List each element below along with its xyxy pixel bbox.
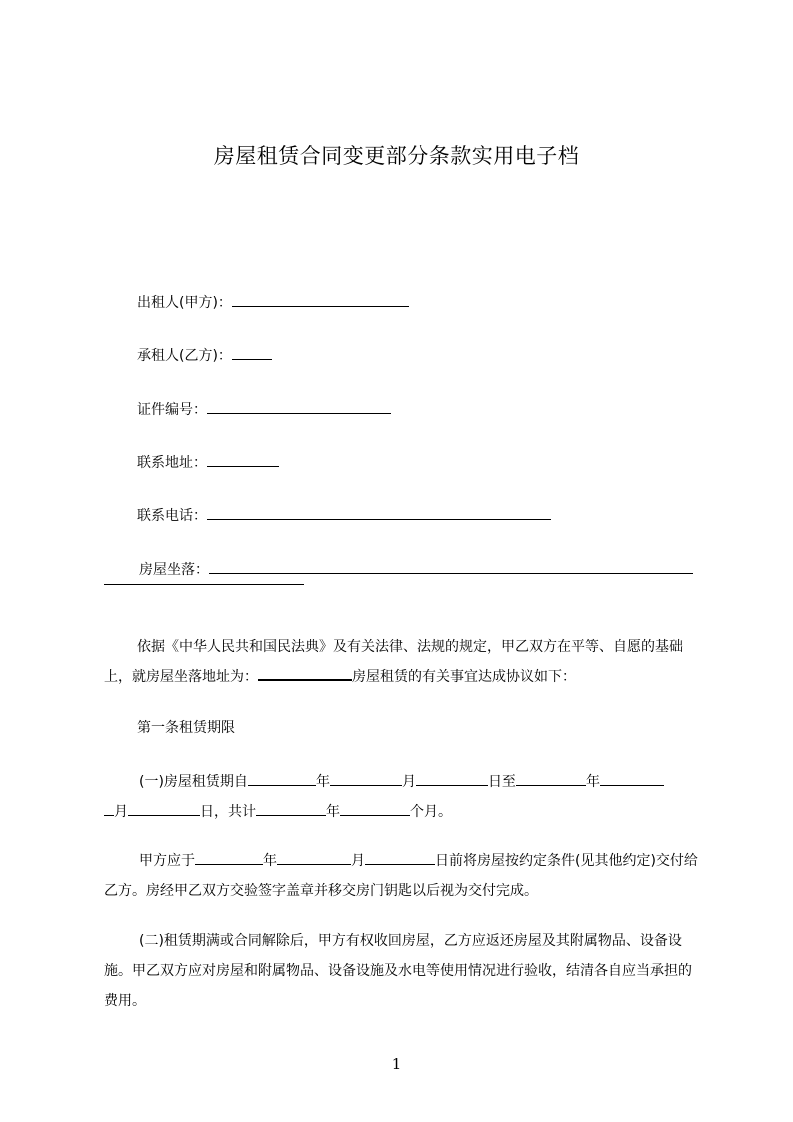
delivery-year-label: 年 (263, 853, 277, 869)
phone-label: 联系电话： (137, 508, 207, 524)
location-blank-continued (104, 584, 304, 585)
id-field (137, 399, 391, 420)
phone-blank (207, 505, 551, 520)
intro-text-before: 依据《中华人民共和国民法典》及有关法律、法规的规定，甲乙双方在平等、自愿的基础上，就房屋坐落地址为： (104, 639, 683, 685)
total-year-blank (256, 801, 326, 816)
clause2-text: (二)租赁期满或合同解除后，甲方有权收回房屋，乙方应返还房屋及其附属物品、设备设施。甲乙双方应对房屋和附属物品、设备设施及水电等使用情况进行验收，结清各自应当承担的费用。 (104, 933, 692, 1009)
total-month-blank (340, 801, 410, 816)
lessor-field (137, 292, 409, 313)
end-month-blank-a (600, 771, 664, 786)
start-month-blank (330, 771, 402, 786)
delivery-text-a: 甲方应于 (139, 853, 195, 869)
day-to-label: 日至 (487, 774, 516, 790)
location-blank (209, 559, 693, 574)
lessor-blank (232, 292, 409, 307)
location-label: 房屋坐落： (139, 562, 209, 578)
lease-period-start-text: (一)房屋租赁期自 (139, 774, 248, 790)
delivery-text-b: 日前将房屋按约定条件(见其他约定)交付给乙方。房经甲乙双方交验签字盖章并移交房门钥匙以后视为交付完成。 (104, 853, 698, 899)
phone-field (137, 505, 551, 526)
page-number: 1 (391, 1055, 402, 1073)
end-day-blank (128, 801, 200, 816)
months-total-text: 个月。 (410, 804, 452, 820)
clause2-paragraph (104, 926, 704, 1016)
total-text: 日，共计 (200, 804, 256, 820)
lessee-label: 承租人(乙方)： (137, 348, 232, 364)
delivery-year-blank (195, 850, 263, 865)
lessee-blank (232, 345, 272, 360)
lessor-label: 出租人(甲方)： (137, 295, 232, 311)
document-title: 房屋租赁合同变更部分条款实用电子档 (213, 144, 580, 168)
location-field (139, 559, 693, 580)
id-blank (207, 399, 391, 414)
intro-text-after: 房屋租赁的有关事宜达成协议如下： (352, 669, 576, 685)
start-year-blank (248, 771, 316, 786)
start-day-blank (416, 771, 488, 786)
intro-paragraph (104, 632, 704, 692)
address-blank (207, 452, 279, 467)
month-label-2: 月 (114, 804, 128, 820)
delivery-month-label: 月 (351, 853, 365, 869)
lease-period-paragraph (104, 767, 704, 827)
article1-heading: 第一条租赁期限 (137, 720, 235, 736)
delivery-month-blank (277, 850, 351, 865)
address-label: 联系地址： (137, 455, 207, 471)
year-label: 年 (315, 774, 330, 790)
address-underline (258, 667, 352, 681)
end-month-blank-b (104, 801, 114, 816)
month-label: 月 (401, 774, 416, 790)
end-year-blank (516, 771, 586, 786)
delivery-paragraph (104, 846, 704, 906)
year-label-2: 年 (585, 774, 600, 790)
delivery-day-blank (365, 850, 435, 865)
id-label: 证件编号： (137, 402, 207, 418)
lessee-field (137, 345, 272, 366)
year-label-3: 年 (326, 804, 340, 820)
address-field (137, 452, 279, 473)
